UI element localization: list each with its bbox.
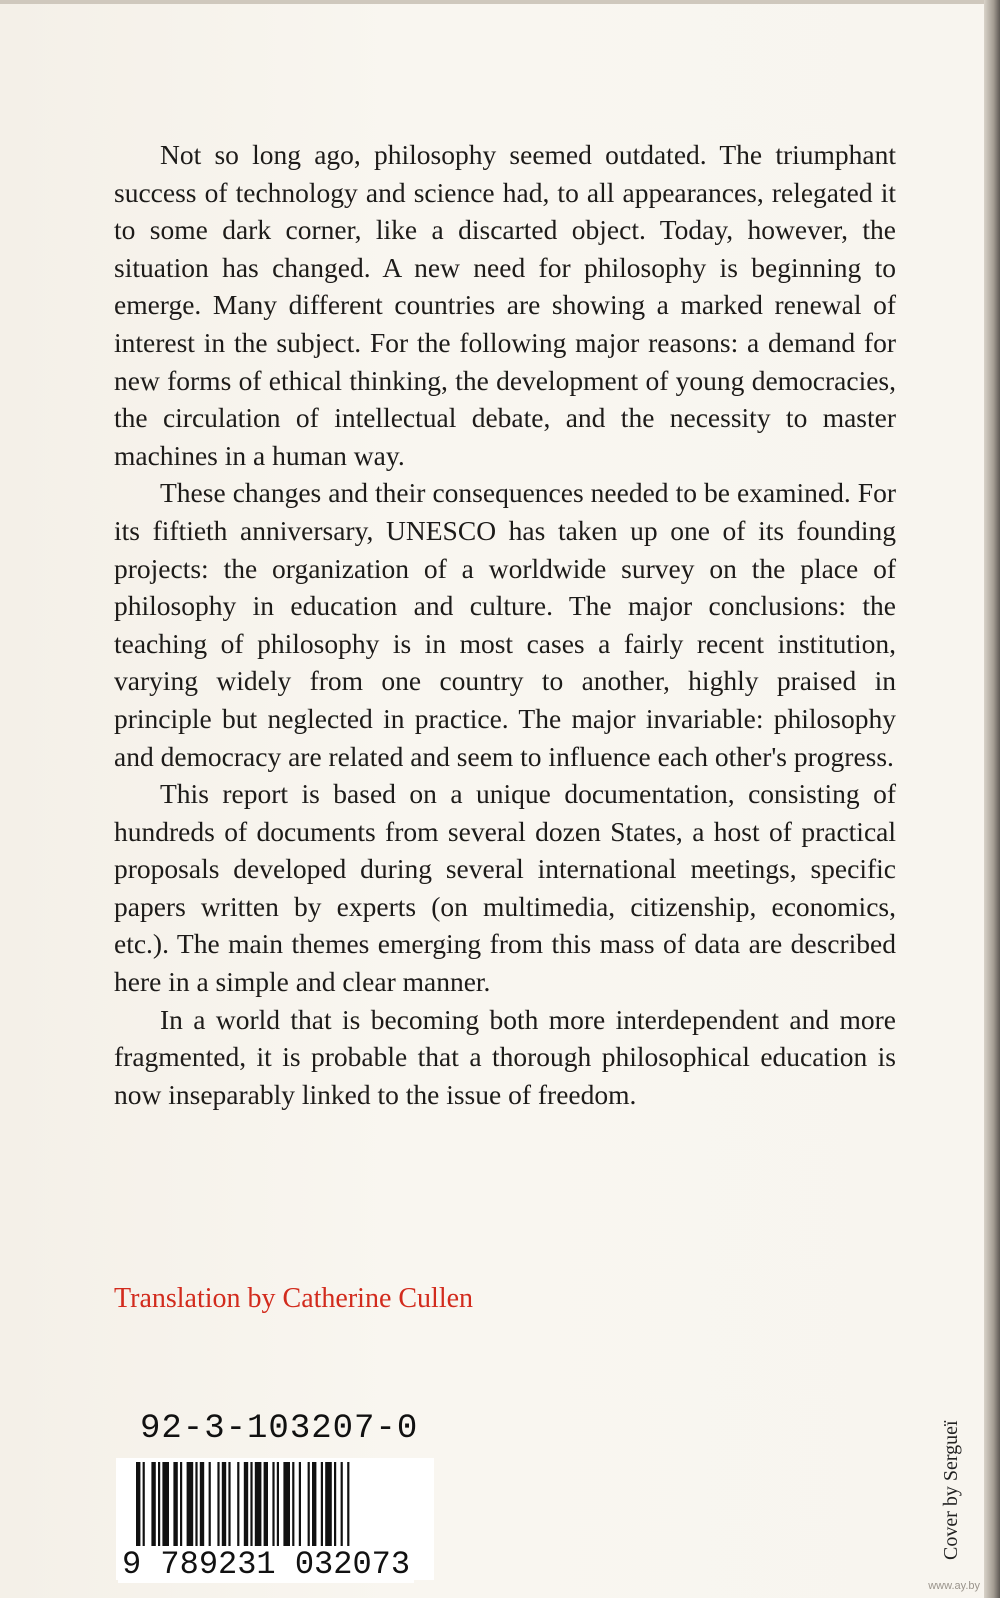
- source-watermark: www.ay.by: [928, 1580, 980, 1592]
- blurb-paragraph-1: Not so long ago, philosophy seemed outdated. The triumphant success of technology and science had, to all appearances, relegated it to some dark corner, like a discarted object. Today, however, the situation has changed. A new need for philosophy is beginning to emerge. Many different countries are showing a marked renewal of interest in the subject. For the following major reasons: a demand for new forms of ethical thinking, the development of young democracies, the circulation of intellectual debate, and the necessity to master machines in a human way.: [114, 139, 896, 471]
- isbn-number: 92-3-103207-0: [140, 1410, 419, 1448]
- blurb-text: [114, 136, 896, 1113]
- barcode-icon: [136, 1462, 416, 1558]
- blurb-paragraph-2: These changes and their consequences needed to be examined. For its fiftieth anniversary, UNESCO has taken up one of its founding projects: the organization of a worldwide survey on the place of philosophy in education and culture. The major conclusions: the teaching of philosophy is in most cases a fairly recent institution, varying widely from one country to another, highly praised in principle but neglected in practice. The major invariable: philosophy and democracy are related and seem to influence each other's progress.: [114, 477, 896, 772]
- blurb-paragraph-4: In a world that is becoming both more interdependent and more fragmented, it is probable that a thorough philosophical education is now inseparably linked to the issue of freedom.: [114, 1003, 896, 1110]
- cover-design-credit: Cover by Sergueï: [940, 1420, 962, 1560]
- page-top-edge: [0, 0, 1000, 4]
- barcode-digits: 9 789231 032073: [118, 1546, 414, 1583]
- cover-edge-shadow: [984, 0, 1000, 1598]
- blurb-paragraph-3: This report is based on a unique documentation, consisting of hundreds of documents from several dozen States, a host of practical proposals developed during several international meetings, specific papers written by experts (on multimedia, citizenship, economics, etc.). The main themes emerging from this mass of data are described here in a simple and clear manner.: [114, 778, 896, 998]
- translation-credit: Translation by Catherine Cullen: [114, 1283, 474, 1314]
